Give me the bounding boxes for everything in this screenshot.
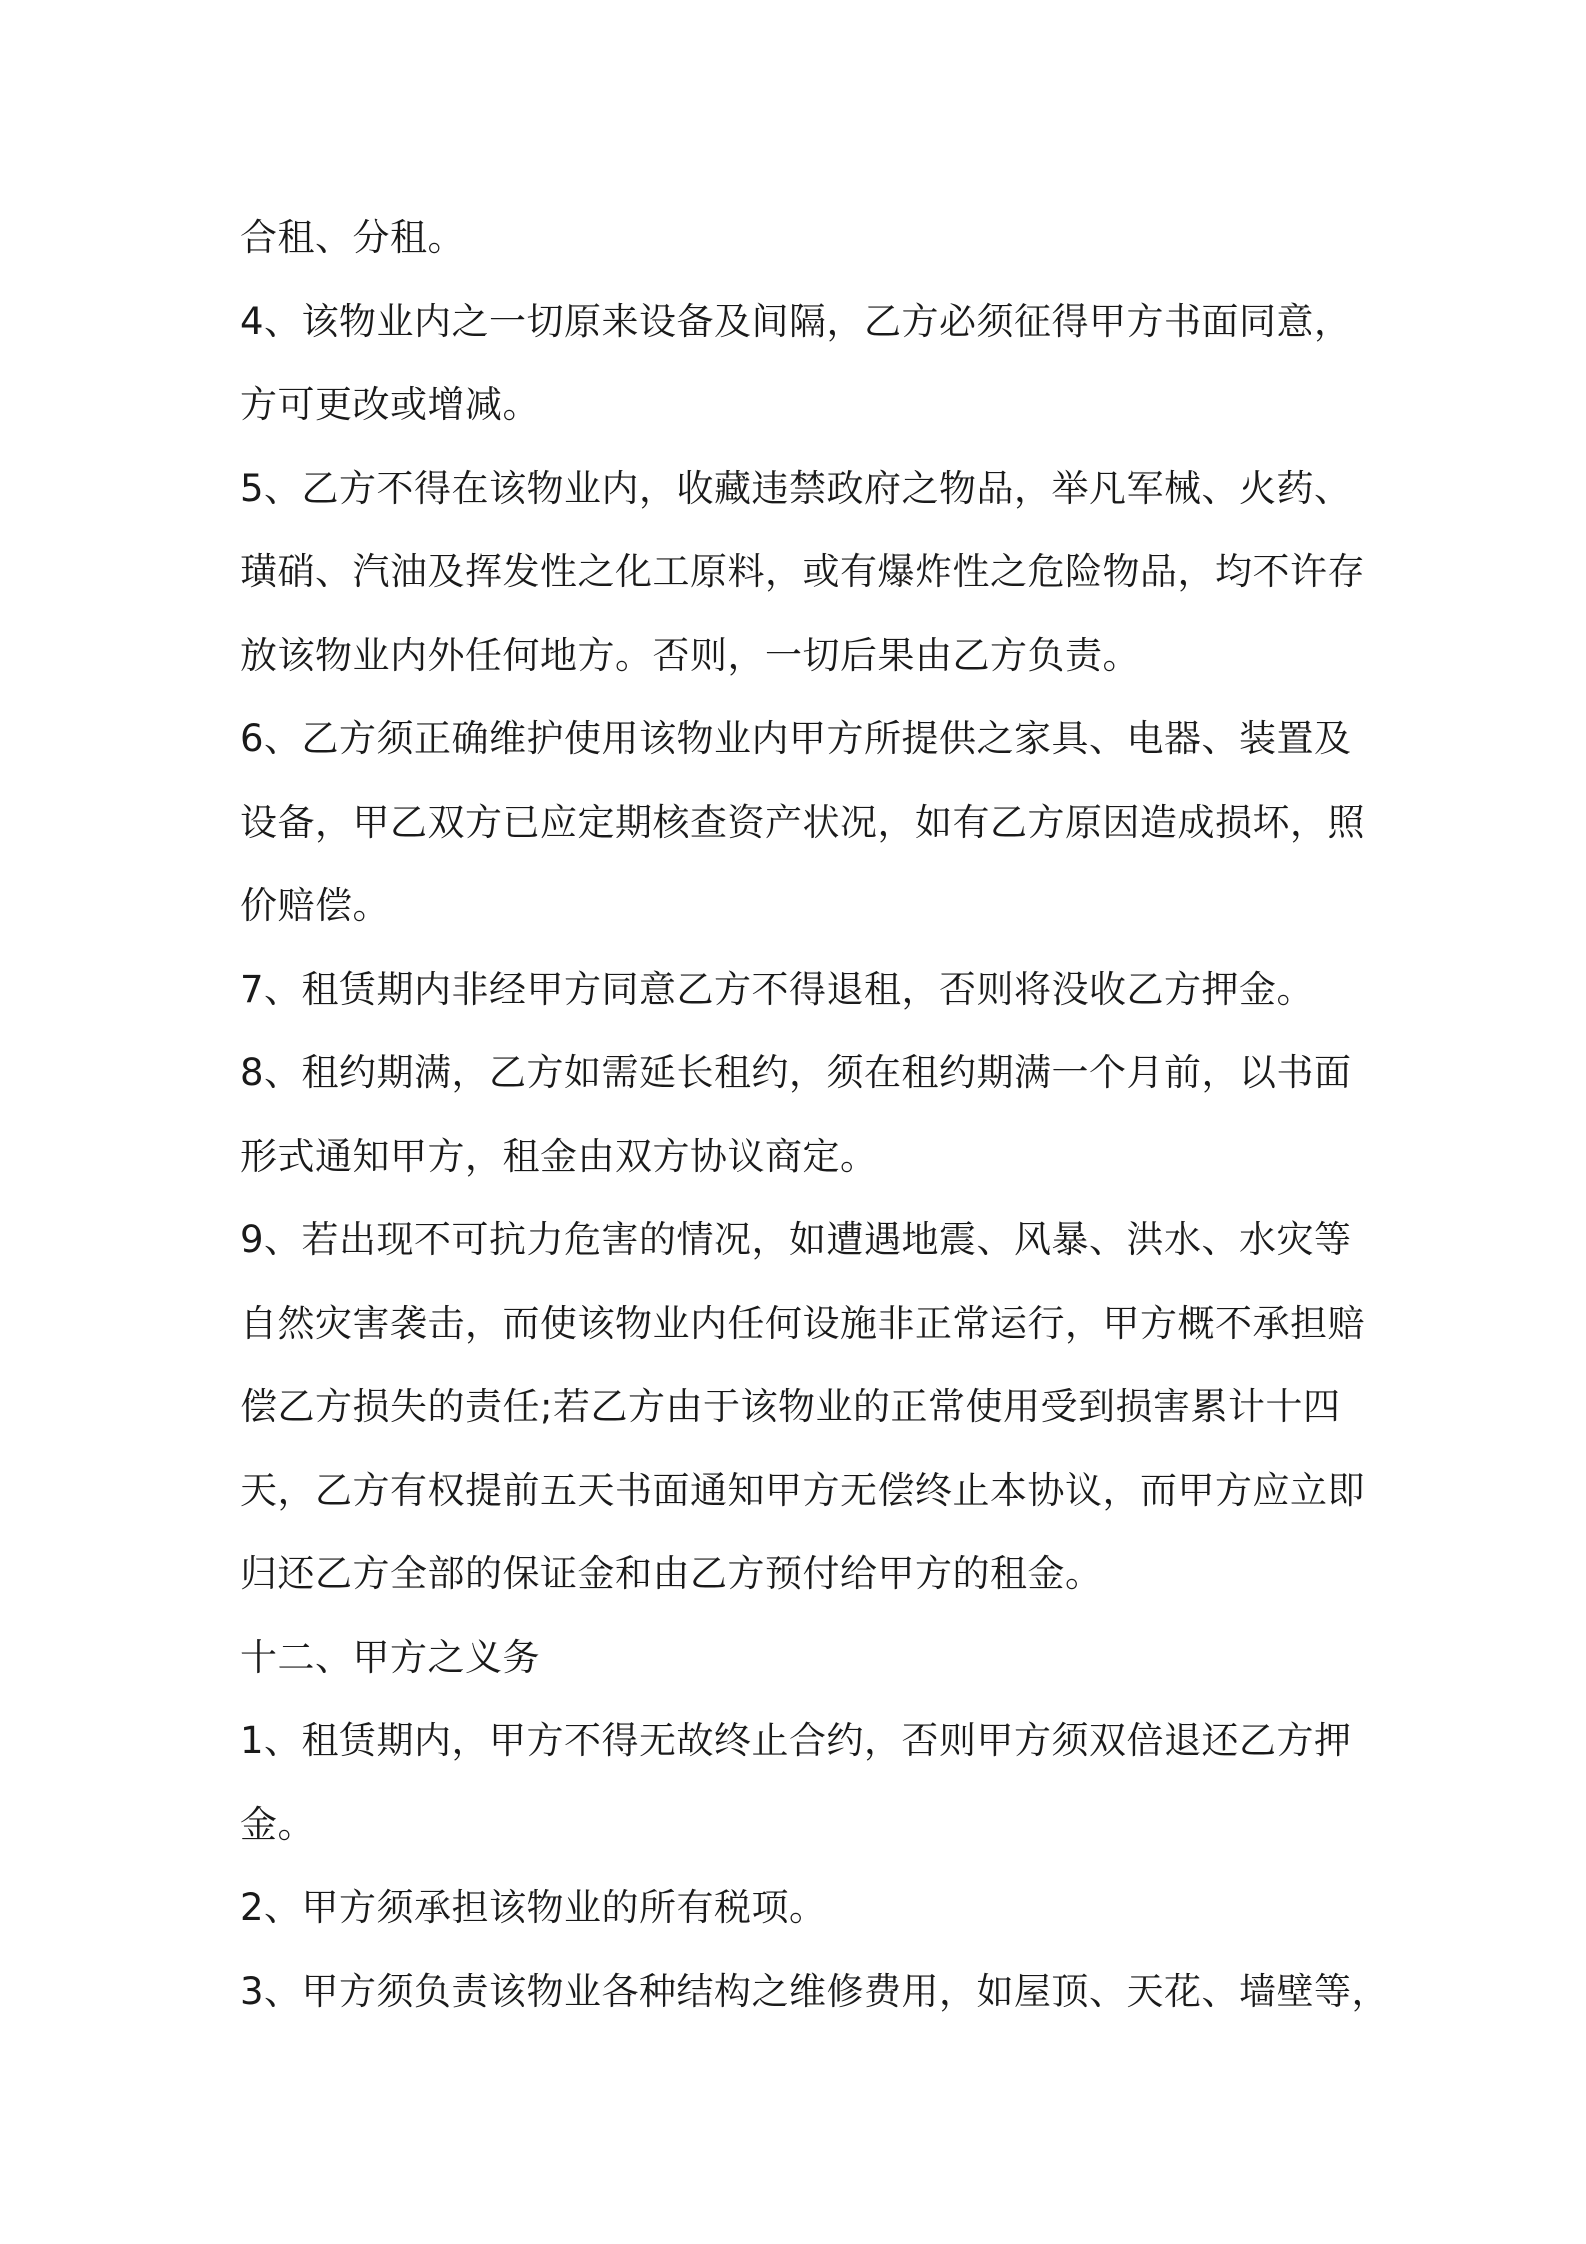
text-line-7: 6、乙方须正确维护使用该物业内甲方所提供之家具、电器、装置及 [240,717,1352,760]
text-line-13: 9、若出现不可抗力危害的情况，如遭遇地震、风暴、洪水、水灾等 [240,1218,1352,1261]
text-line-11: 8、租约期满，乙方如需延长租约，须在租约期满一个月前，以书面 [240,1051,1352,1094]
text-line-14: 自然灾害袭击，而使该物业内任何设施非正常运行，甲方概不承担赔 [240,1301,1365,1345]
text-line-17: 归还乙方全部的保证金和由乙方预付给甲方的租金。 [240,1552,1103,1595]
contract-text [240,196,1390,2033]
text-line-16: 天，乙方有权提前五天书面通知甲方无偿终止本协议，而甲方应立即 [240,1468,1365,1512]
text-line-2: 4、该物业内之一切原来设备及间隔，乙方必须征得甲方书面同意， [240,299,1352,343]
text-line-20: 金。 [240,1802,315,1846]
text-line-9: 价赔偿。 [240,884,390,927]
text-line-21: 2、甲方须承担该物业的所有税项。 [240,1886,827,1929]
text-line-22: 3、甲方须负责该物业各种结构之维修费用，如屋顶、天花、墙壁等， [240,1969,1390,2013]
section-heading: 十二、甲方之义务 [240,1635,540,1679]
text-line-4: 5、乙方不得在该物业内，收藏违禁政府之物品，举凡军械、火药、 [240,466,1352,510]
text-line-6: 放该物业内外任何地方。否则，一切后果由乙方负责。 [240,633,1140,677]
text-line-1: 合租、分租。 [240,216,465,259]
text-line-3: 方可更改或增减。 [240,383,540,426]
text-line-15: 偿乙方损失的责任;若乙方由于该物业的正常使用受到损害累计十四 [240,1385,1341,1428]
text-line-10: 7、租赁期内非经甲方同意乙方不得退租，否则将没收乙方押金。 [240,967,1315,1011]
text-line-12: 形式通知甲方，租金由双方协议商定。 [240,1134,878,1178]
text-line-8: 设备，甲乙双方已应定期核查资产状况，如有乙方原因造成损坏，照 [240,800,1365,844]
text-line-5: 璜硝、汽油及挥发性之化工原料，或有爆炸性之危险物品，均不许存 [240,550,1365,593]
text-line-19: 1、租赁期内，甲方不得无故终止合约，否则甲方须双倍退还乙方押 [240,1719,1352,1762]
